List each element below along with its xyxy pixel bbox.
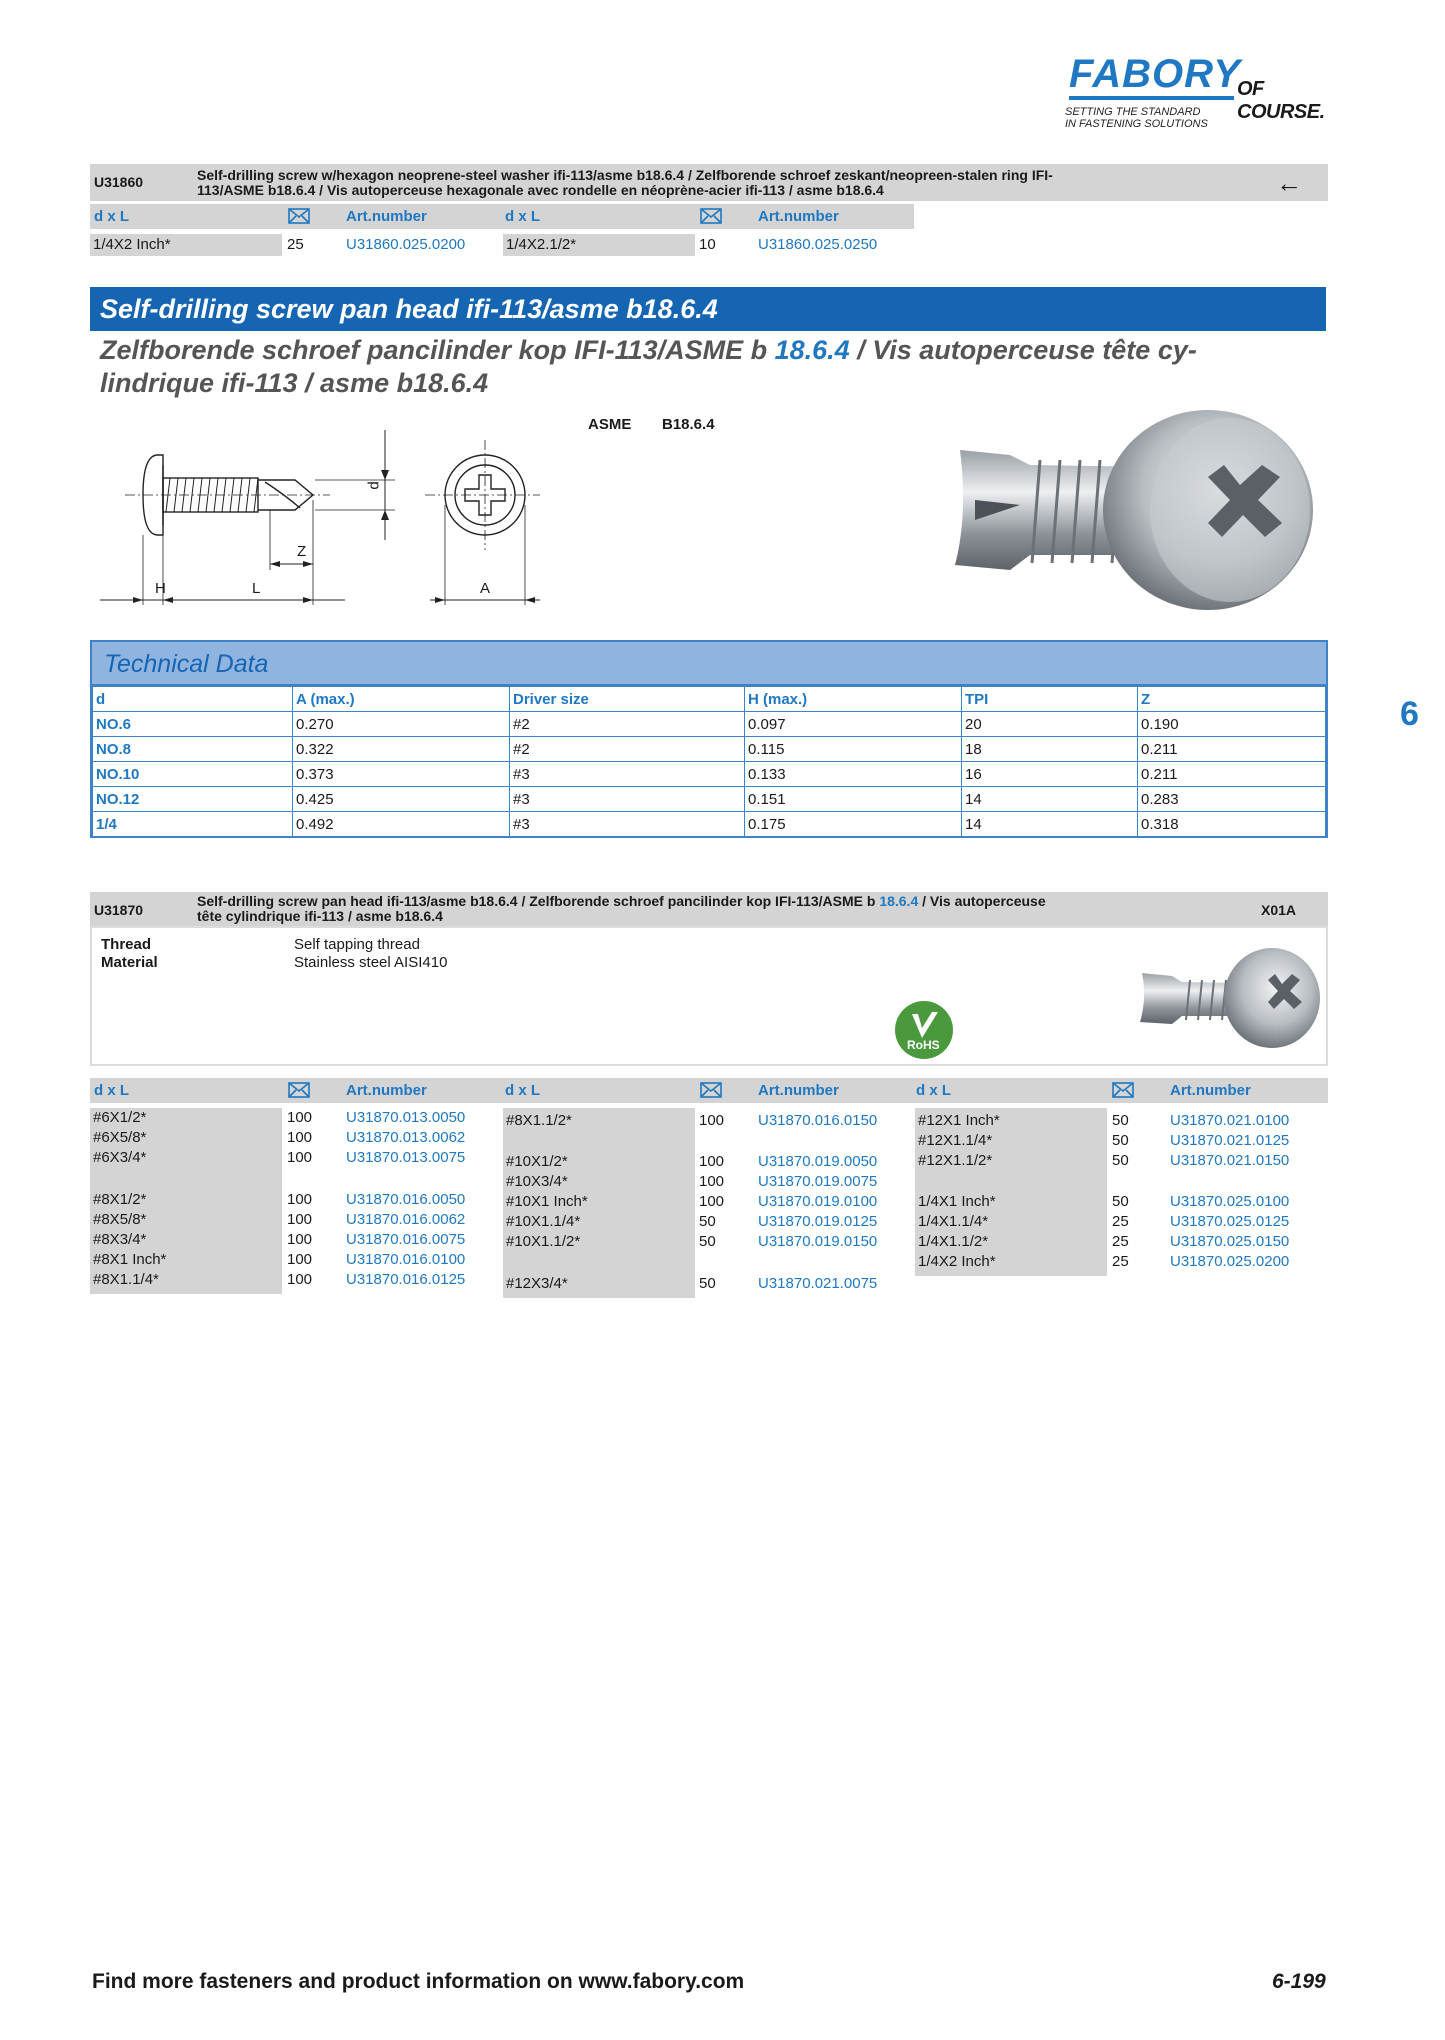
qty-value: 100 [287, 1251, 313, 1268]
thread-label: Thread [101, 936, 152, 953]
table-row: NO.6 0.270 #2 0.097 20 0.190 [93, 712, 1326, 737]
dxl-value: #10X1.1/4* [506, 1213, 581, 1230]
dxl-value: #10X3/4* [506, 1173, 568, 1190]
standard-link[interactable]: 18.6.4 [879, 893, 919, 909]
dxl-value: #8X5/8* [93, 1211, 147, 1228]
package-qty-icon [288, 1082, 310, 1098]
article-link[interactable]: U31870.013.0075 [346, 1149, 466, 1166]
technical-data-table [90, 640, 1328, 838]
section-title: Self-drilling screw pan head ifi-113/asme b18.6.4 [100, 294, 718, 324]
dxl-value: 1/4X1.1/2* [918, 1233, 989, 1250]
dxl-value: 1/4X1 Inch* [918, 1193, 996, 1210]
qty-value: 25 [1112, 1213, 1129, 1230]
package-qty-icon [1112, 1082, 1134, 1098]
article-link[interactable]: U31870.013.0062 [346, 1129, 466, 1146]
article-link[interactable]: U31870.021.0075 [758, 1275, 878, 1292]
table-row: NO.12 0.425 #3 0.151 14 0.283 [93, 787, 1326, 812]
standard-link[interactable]: 18.6.4 [774, 335, 850, 365]
article-link[interactable]: U31870.016.0050 [346, 1191, 466, 1208]
dim-label-d: d [365, 481, 383, 490]
qty-value: 50 [1112, 1193, 1129, 1210]
qty-value: 25 [1112, 1233, 1129, 1250]
section-subtitle: Zelfborende schroef pancilinder kop IFI-113/ASME b 18.6.4 / Vis autoperceuse tête cy- lindrique ifi-113 / asme b18.6.4 [100, 335, 1197, 398]
technical-data-title: Technical Data [104, 650, 269, 678]
qty-value: 25 [1112, 1253, 1129, 1270]
page-number: 6-199 [1272, 1970, 1326, 1993]
article-link[interactable]: U31870.016.0062 [346, 1211, 466, 1228]
product-description: Self-drilling screw w/hexagon neoprene-steel washer ifi-113/asme b18.6.4 / Zelfborende schroef zeskant/neopreen-stalen ring IFI- 113/ASME b18.6.4 / Vis autoperceuse hexagonale avec rondelle en néoprène-acier ifi-113 / asme b18.6.4 [197, 167, 1053, 198]
col-dxl: d x L [505, 1082, 541, 1099]
product-code: U31860 [94, 174, 144, 190]
dxl-value: #12X1.1/2* [918, 1152, 993, 1169]
article-link[interactable]: U31870.016.0125 [346, 1271, 466, 1288]
article-link[interactable]: U31870.016.0150 [758, 1112, 878, 1129]
article-link[interactable]: U31870.021.0150 [1170, 1152, 1290, 1169]
col-art: Art.number [346, 1082, 427, 1099]
thread-value: Self tapping thread [294, 936, 420, 953]
table-row: NO.8 0.322 #2 0.115 18 0.211 [93, 737, 1326, 762]
qty-value: 100 [287, 1191, 313, 1208]
article-link[interactable]: U31870.025.0150 [1170, 1233, 1290, 1250]
col-dxl: d x L [94, 1082, 130, 1099]
qty-value: 100 [699, 1153, 725, 1170]
dxl-value: #10X1.1/2* [506, 1233, 581, 1250]
article-link[interactable]: U31870.013.0050 [346, 1109, 466, 1126]
qty-value: 25 [287, 236, 304, 253]
technical-data-header [92, 642, 1326, 686]
qty-value: 100 [287, 1231, 313, 1248]
qty-value: 100 [699, 1173, 725, 1190]
qty-value: 100 [287, 1109, 313, 1126]
package-qty-icon [700, 208, 722, 224]
dxl-value: 1/4X2 Inch* [93, 236, 171, 253]
article-link[interactable]: U31870.025.0200 [1170, 1253, 1290, 1270]
article-link[interactable]: U31860.025.0200 [346, 236, 466, 253]
product-spec-box [90, 926, 1328, 1066]
dxl-value: #12X1 Inch* [918, 1112, 1000, 1129]
article-link[interactable]: U31870.019.0050 [758, 1153, 878, 1170]
dim-label-z: Z [297, 543, 307, 560]
material-label: Material [101, 954, 158, 971]
qty-value: 50 [699, 1213, 716, 1230]
qty-value: 50 [699, 1233, 716, 1250]
table-row: NO.10 0.373 #3 0.133 16 0.211 [93, 762, 1326, 787]
dxl-value: 1/4X2 Inch* [918, 1253, 996, 1270]
footer-text: Find more fasteners and product information on www.fabory.com [92, 1970, 745, 1993]
dxl-value: #8X1.1/4* [93, 1271, 159, 1288]
dxl-value: 1/4X1.1/4* [918, 1213, 989, 1230]
dxl-value: #8X3/4* [93, 1231, 147, 1248]
qty-value: 50 [1112, 1112, 1129, 1129]
qty-value: 100 [287, 1271, 313, 1288]
qty-value: 100 [699, 1112, 725, 1129]
dim-label-a: A [480, 580, 491, 597]
article-link[interactable]: U31870.019.0075 [758, 1173, 878, 1190]
dxl-value: #8X1.1/2* [506, 1112, 572, 1129]
section-title-bar [90, 287, 1326, 331]
dxl-value: #8X1 Inch* [93, 1251, 167, 1268]
table-header-row: d A (max.) Driver size H (max.) TPI Z [93, 687, 1326, 712]
article-link[interactable]: U31870.016.0100 [346, 1251, 466, 1268]
technical-data-grid [92, 686, 1326, 837]
dxl-value: #8X1/2* [93, 1191, 147, 1208]
article-link[interactable]: U31870.019.0125 [758, 1213, 878, 1230]
col-dxl: d x L [916, 1082, 952, 1099]
screw-thumbnail [1132, 938, 1322, 1048]
dxl-value: #6X5/8* [93, 1129, 147, 1146]
dxl-value: #12X1.1/4* [918, 1132, 993, 1149]
logo-slogan: OF COURSE. [1237, 78, 1325, 123]
material-value: Stainless steel AISI410 [294, 954, 448, 971]
col-art: Art.number [1170, 1082, 1251, 1099]
qty-value: 100 [287, 1129, 313, 1146]
dxl-value: #6X3/4* [93, 1149, 147, 1166]
rohs-badge [894, 1000, 954, 1060]
col-art: Art.number [346, 208, 427, 225]
logo-tagline: SETTING THE STANDARD IN FASTENING SOLUTIONS [1065, 106, 1208, 130]
qty-value: 100 [699, 1193, 725, 1210]
dim-label-l: L [252, 580, 261, 597]
dxl-value: #6X1/2* [93, 1109, 147, 1126]
qty-value: 50 [699, 1275, 716, 1292]
column-header-u31860 [90, 204, 914, 229]
article-link[interactable]: U31870.019.0100 [758, 1193, 878, 1210]
rohs-label: RoHS [907, 1038, 940, 1052]
qty-value: 50 [1112, 1132, 1129, 1149]
qty-value: 10 [699, 236, 716, 253]
col-art: Art.number [758, 1082, 839, 1099]
article-link[interactable]: U31870.025.0100 [1170, 1193, 1290, 1210]
qty-value: 50 [1112, 1152, 1129, 1169]
package-qty-icon [288, 208, 310, 224]
article-link[interactable]: U31870.016.0075 [346, 1231, 466, 1248]
standard-value: B18.6.4 [662, 416, 715, 433]
package-qty-icon [700, 1082, 722, 1098]
article-link[interactable]: U31870.025.0125 [1170, 1213, 1290, 1230]
dxl-value: #10X1/2* [506, 1153, 568, 1170]
column-header-u31870 [90, 1078, 1328, 1103]
dxl-value: #12X3/4* [506, 1275, 568, 1292]
dim-label-h: H [155, 580, 166, 597]
col-dxl: d x L [505, 208, 541, 225]
logo-brand: FABORY [1069, 52, 1241, 96]
col-art: Art.number [758, 208, 839, 225]
fabory-logo [1063, 52, 1353, 134]
article-link[interactable]: U31860.025.0250 [758, 236, 878, 253]
dxl-value: #10X1 Inch* [506, 1193, 588, 1210]
col-dxl: d x L [94, 208, 130, 225]
product-header-u31860 [90, 164, 1328, 201]
chapter-number: 6 [1400, 695, 1419, 733]
article-link[interactable]: U31870.021.0100 [1170, 1112, 1290, 1129]
product-description: Self-drilling screw pan head ifi-113/asme b18.6.4 / Zelfborende schroef pancilinder kop IFI-113/ASME b 18.6.4 / Vis autoperceuse tête cylindrique ifi-113 / asme b18.6.4 [197, 893, 1046, 924]
qty-value: 100 [287, 1211, 313, 1228]
standard-label: ASME [588, 416, 632, 433]
table-row: 1/4 0.492 #3 0.175 14 0.318 [93, 812, 1326, 837]
qty-value: 100 [287, 1149, 313, 1166]
back-arrow-icon[interactable]: ← [1276, 168, 1302, 198]
finish-code: X01A [1261, 902, 1297, 918]
article-link[interactable]: U31870.021.0125 [1170, 1132, 1290, 1149]
dxl-value: 1/4X2.1/2* [506, 236, 577, 253]
article-link[interactable]: U31870.019.0150 [758, 1233, 878, 1250]
product-header-u31870 [90, 892, 1328, 926]
product-code: U31870 [94, 902, 144, 918]
logo-underline [1069, 96, 1234, 100]
screw-photo [940, 405, 1320, 620]
